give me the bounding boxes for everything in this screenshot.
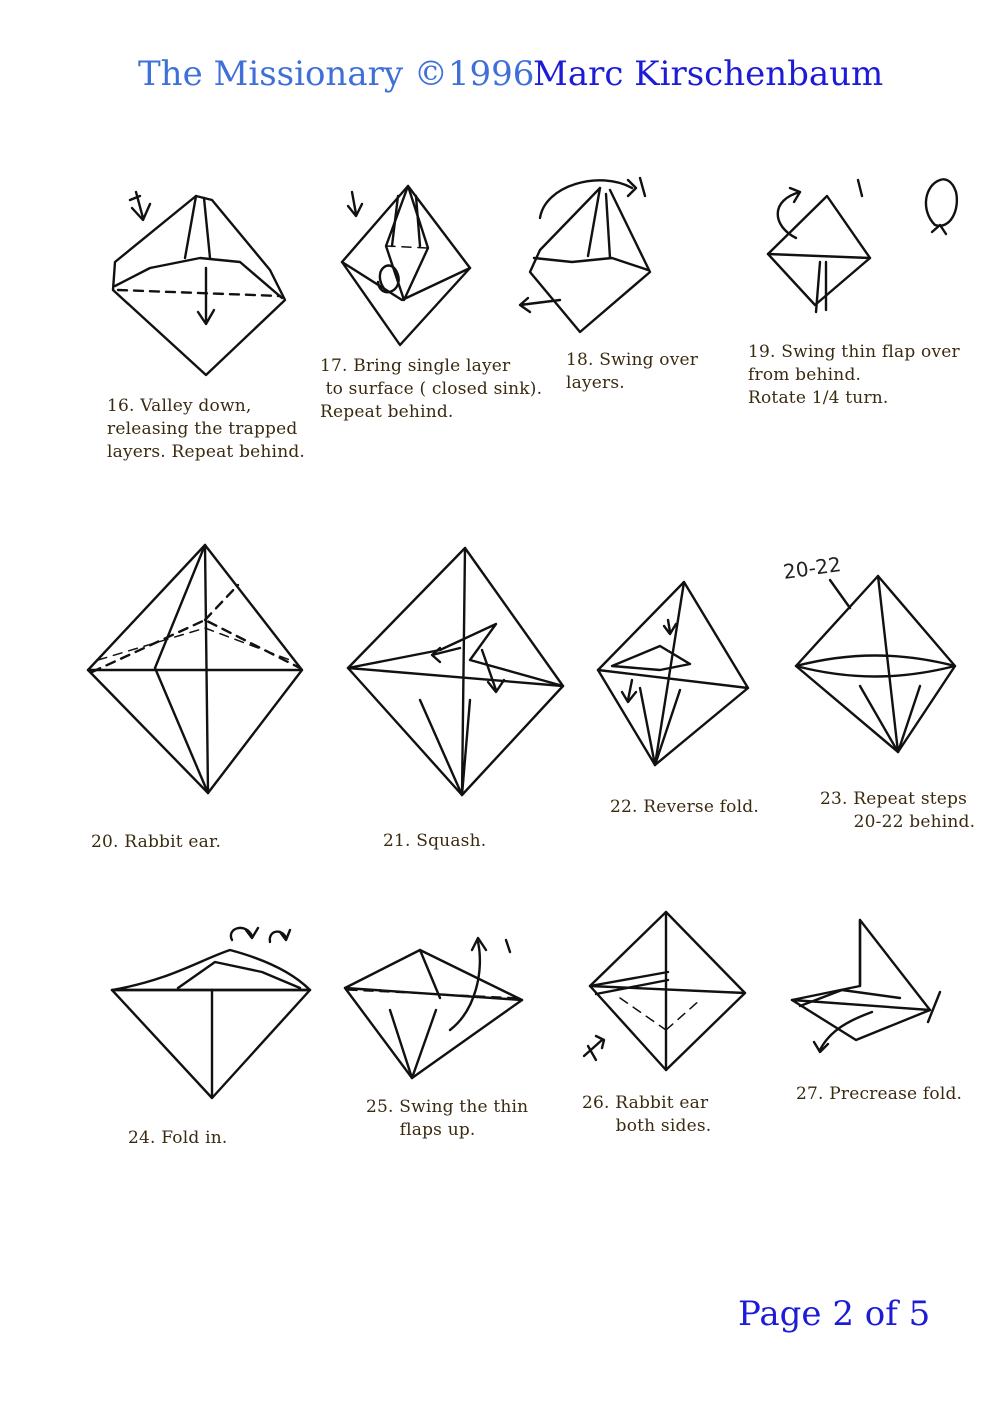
step-21-diagram [348, 548, 563, 795]
step-16-caption: 16. Valley down, releasing the trapped layers. Repeat behind. [107, 396, 306, 462]
step-18-caption: 18. Swing over layers. [566, 350, 699, 393]
step-20-diagram [88, 545, 302, 793]
step-21-caption: 21. Squash. [383, 831, 487, 851]
title-text: The Missionary ©1996 [138, 54, 535, 94]
page-indicator: Page 2 of 5 [738, 1294, 931, 1334]
author-name: Marc Kirschenbaum [533, 54, 884, 94]
step-26-diagram [584, 912, 745, 1070]
step-27-caption: 27. Precrease fold. [796, 1084, 963, 1104]
step-24-caption: 24. Fold in. [128, 1128, 228, 1148]
step-24-diagram [112, 928, 310, 1098]
step-23-annotation: 20-22 [781, 552, 843, 584]
step-26-caption: 26. Rabbit ear both sides. [582, 1093, 712, 1136]
step-19-caption: 19. Swing thin flap over from behind. Rotate 1/4 turn. [748, 342, 960, 408]
step-18-diagram [520, 178, 650, 332]
step-19-diagram [768, 179, 957, 312]
step-23-caption: 23. Repeat steps 20-22 behind. [820, 789, 976, 832]
step-17-diagram [342, 186, 470, 345]
step-25-diagram [345, 938, 522, 1078]
step-16-diagram [113, 192, 285, 375]
step-17-caption: 17. Bring single layer to surface ( closed sink). Repeat behind. [320, 356, 543, 422]
step-23-diagram [796, 576, 955, 752]
step-22-caption: 22. Reverse fold. [610, 797, 759, 817]
step-27-diagram [792, 920, 940, 1052]
step-22-diagram [598, 582, 748, 765]
step-20-caption: 20. Rabbit ear. [91, 832, 222, 852]
step-25-caption: 25. Swing the thin flaps up. [366, 1097, 529, 1140]
